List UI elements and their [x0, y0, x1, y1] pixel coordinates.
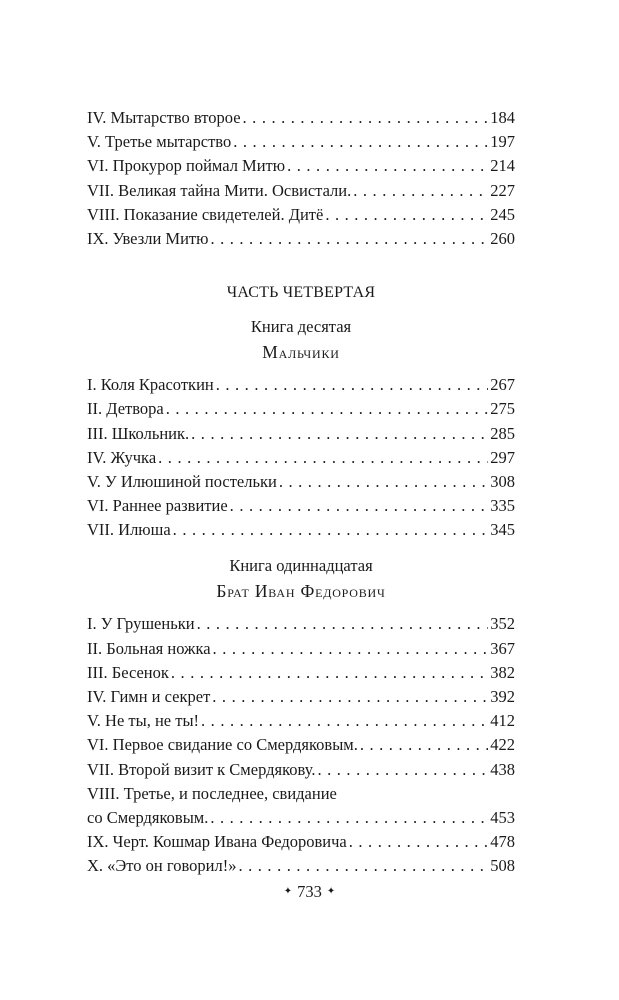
- entry-page: 260: [490, 228, 515, 248]
- leader-dots: [216, 373, 489, 397]
- book-label: Книга одиннадцатая: [229, 556, 373, 576]
- leader-dots: [325, 203, 488, 227]
- leader-dots: [173, 518, 489, 542]
- toc-entry: [87, 179, 515, 203]
- leader-dots: [212, 685, 488, 709]
- leader-dots: [287, 154, 488, 178]
- toc-entry: [87, 373, 515, 397]
- entry-title: VI. Прокурор поймал Митю: [87, 156, 286, 176]
- entry-title: VI. Раннее развитие: [87, 496, 228, 516]
- book-label: Книга десятая: [250, 317, 352, 337]
- leader-dots: [279, 470, 488, 494]
- leader-dots: [210, 227, 488, 251]
- entry-page: 245: [490, 204, 515, 224]
- toc-entry: [87, 494, 515, 518]
- part-title: ЧАСТЬ ЧЕТВЕРТАЯ: [226, 284, 376, 302]
- entry-page: 508: [490, 856, 515, 876]
- entry-page: 275: [490, 399, 515, 419]
- toc-entry: [87, 709, 515, 733]
- entry-title: VI. Первое свидание со Смердяковым.: [87, 735, 358, 755]
- leader-dots: [166, 397, 489, 421]
- entry-page: 227: [490, 180, 515, 200]
- book-name: Мальчики: [262, 342, 340, 363]
- toc-entry: [87, 758, 515, 782]
- entry-title: X. «Это он говорил!»: [87, 856, 237, 876]
- toc-entry: [87, 830, 515, 854]
- toc-entry: [87, 518, 515, 542]
- entry-page: 352: [490, 614, 515, 634]
- entry-page: 285: [490, 423, 515, 443]
- entry-page: 335: [490, 496, 515, 516]
- toc-entry-continuation: [87, 806, 515, 830]
- book-eleven-entries: [87, 612, 515, 878]
- entry-page: 438: [490, 759, 515, 779]
- entry-title: IV. Гимн и секрет: [87, 687, 211, 706]
- entry-page: 412: [490, 711, 515, 731]
- leader-dots: [349, 830, 489, 854]
- leader-dots: [158, 446, 488, 470]
- entry-page: 184: [490, 108, 515, 127]
- entry-page: 297: [490, 447, 515, 467]
- toc-entry: [87, 661, 515, 685]
- entry-page: 422: [490, 735, 515, 755]
- entry-title: VII. Илюша: [87, 520, 171, 540]
- entry-title: II. Больная ножка: [87, 638, 211, 658]
- leader-dots: [210, 806, 488, 830]
- page-folio: [0, 880, 619, 905]
- entry-page: 382: [490, 662, 515, 682]
- entry-page: 392: [490, 687, 515, 706]
- entry-title: IX. Увезли Митю: [87, 228, 209, 248]
- entry-page: 453: [490, 807, 515, 827]
- diamond-ornament-icon: ✦: [326, 886, 336, 898]
- leader-dots: [197, 612, 489, 636]
- leader-dots: [238, 854, 488, 878]
- entry-page: 345: [490, 520, 515, 540]
- leader-dots: [213, 637, 489, 661]
- entry-page: 214: [490, 156, 515, 176]
- entry-title: I. Коля Красоткин: [87, 375, 214, 395]
- toc-entry: [87, 203, 515, 227]
- entry-title: VII. Второй визит к Смердякову.: [87, 759, 316, 779]
- toc-entry: [87, 733, 515, 757]
- leader-dots: [201, 709, 488, 733]
- toc-entry: [87, 685, 515, 709]
- entry-title-continuation: со Смердяковым.: [87, 807, 209, 827]
- book-nine-entries: [87, 106, 515, 251]
- entry-page: 308: [490, 471, 515, 491]
- toc-entry: [87, 612, 515, 636]
- entry-title: VII. Великая тайна Мити. Освистали.: [87, 180, 352, 200]
- entry-title: IV. Жучка: [87, 447, 157, 467]
- toc-entry: [87, 446, 515, 470]
- book-name: Брат Иван Федорович: [216, 581, 386, 602]
- leader-dots: [191, 422, 488, 446]
- toc-entry: [87, 422, 515, 446]
- leader-dots: [353, 179, 488, 203]
- entry-page: 367: [490, 638, 515, 658]
- entry-title: IX. Черт. Кошмар Ивана Федоровича: [87, 832, 347, 852]
- entry-page: 478: [490, 832, 515, 852]
- leader-dots: [317, 758, 488, 782]
- page-number: 733: [297, 882, 322, 901]
- toc-entry-first-line: [87, 782, 515, 806]
- entry-title: V. Третье мытарство: [87, 132, 232, 152]
- toc-entry: [87, 154, 515, 178]
- leader-dots: [230, 494, 489, 518]
- entry-title: I. У Грушеньки: [87, 614, 195, 634]
- entry-title: IV. Мытарство второе: [87, 108, 241, 127]
- entry-page: 197: [490, 132, 515, 152]
- leader-dots: [360, 733, 488, 757]
- entry-title: III. Бесенок: [87, 662, 169, 682]
- entry-title: V. У Илюшиной постельки: [87, 471, 277, 491]
- toc-entry: [87, 397, 515, 421]
- table-of-contents: [87, 106, 515, 879]
- leader-dots: [233, 130, 488, 154]
- entry-title: VIII. Третье, и последнее, свидание: [87, 783, 337, 803]
- toc-entry: [87, 106, 515, 130]
- entry-title: III. Школьник.: [87, 423, 190, 443]
- toc-entry: [87, 637, 515, 661]
- diamond-ornament-icon: ✦: [283, 886, 293, 898]
- entry-title: V. Не ты, не ты!: [87, 711, 200, 731]
- entry-title: II. Детвора: [87, 399, 164, 419]
- entry-title: VIII. Показание свидетелей. Дитё: [87, 204, 324, 224]
- leader-dots: [171, 661, 488, 685]
- toc-entry: [87, 130, 515, 154]
- toc-entry: [87, 854, 515, 878]
- toc-entry: [87, 470, 515, 494]
- entry-page: 267: [490, 375, 515, 395]
- book-ten-entries: [87, 373, 515, 542]
- leader-dots: [243, 106, 489, 130]
- toc-entry: [87, 227, 515, 251]
